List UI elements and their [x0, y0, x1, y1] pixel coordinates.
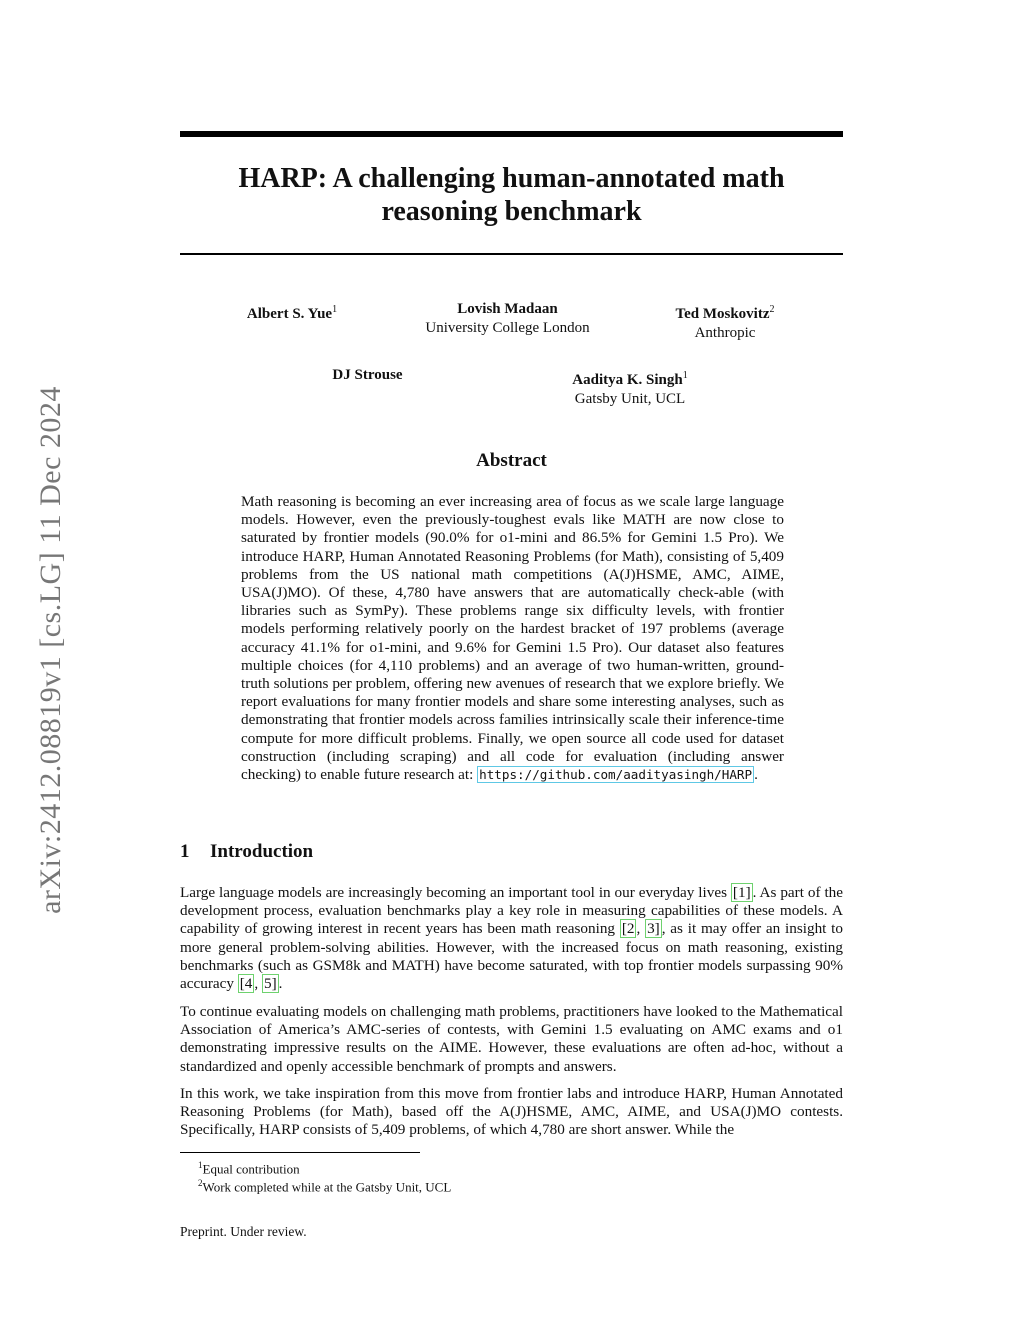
- abstract-end: .: [754, 766, 758, 784]
- abstract-heading: Abstract: [476, 450, 547, 471]
- citation-separator: ,: [254, 975, 262, 993]
- citation-link[interactable]: 3]: [647, 920, 660, 938]
- title-bottom-rule: [180, 253, 843, 255]
- author-block: [400, 300, 615, 338]
- author-block: [650, 300, 800, 343]
- footnote-text: Equal contribution: [202, 1161, 300, 1177]
- author-sup: 1: [332, 304, 338, 315]
- author-block: [310, 366, 425, 385]
- footnote-mark: 1: [198, 1160, 203, 1170]
- citation-link[interactable]: [2: [621, 920, 635, 938]
- abstract-body: [241, 493, 784, 784]
- preprint-notice: Preprint. Under review.: [180, 1224, 307, 1239]
- citation-separator: ,: [636, 920, 646, 938]
- paper-title: [180, 162, 843, 228]
- title-top-rule: [180, 131, 843, 137]
- arxiv-id-text: arXiv:2412.08819v1 [cs.LG] 11 Dec 2024: [34, 386, 67, 914]
- author-name: Aaditya K. Singh: [572, 372, 683, 388]
- section-title: Introduction: [210, 841, 314, 862]
- author-affiliation: Gatsby Unit, UCL: [574, 391, 686, 407]
- section-number: 1: [180, 841, 190, 862]
- title-line-2: reasoning benchmark: [381, 196, 642, 227]
- intro-paragraph-1: [180, 884, 843, 993]
- footnote-rule: [180, 1152, 420, 1153]
- author-name: Lovish Madaan: [457, 301, 558, 317]
- citation-link[interactable]: [1]: [732, 884, 751, 901]
- repo-link[interactable]: https://github.com/aadityasingh/HARP: [479, 767, 753, 783]
- author-block: [232, 300, 352, 324]
- paragraph-text: .: [278, 975, 283, 993]
- citation-link[interactable]: [4: [239, 975, 253, 993]
- paragraph-text: . As part of the development process, evaluation benchmarks play a key role in measuring capabilities of these models. A capability of growing interest in recent years has been math reasoning: [180, 884, 843, 938]
- footnote-mark: 2: [198, 1178, 203, 1188]
- author-name: Albert S. Yue: [246, 306, 333, 322]
- citation-link[interactable]: 5]: [264, 975, 277, 993]
- arxiv-side-identifier: [31, 350, 71, 950]
- footnote-text: Work completed while at the Gatsby Unit, UCL: [202, 1179, 452, 1195]
- author-affiliation: Anthropic: [694, 325, 756, 341]
- author-block: [555, 366, 705, 409]
- abstract-text: Math reasoning is becoming an ever increasing area of focus as we scale large language models. However, even the previously-toughest evals like MATH are now close to saturated by frontier models (90.0% for o1-mini and 86.5% for Gemini 1.5 Pro). We introduce HARP, Human Annotated Reasoning Problems (for Math), consisting of 5,409 problems from the US national math competitions (A(J)HSME, AMC, AIME, USA(J)MO). Of these, 4,780 have answers that are automatically check-able (with libraries such as SymPy). These problems range six difficulty levels, with frontier models performing relatively poorly on the hardest bracket of 197 problems (average accuracy 41.1% for o1-mini, and 9.6% for Gemini 1.5 Pro). Our dataset also features multiple choices (for 4,110 problems) and an average of two human-written, ground-truth solutions per problem, offering new avenues of research that we explore briefly. We report evaluations for many frontier models and share some interesting analyses, such as demonstrating that frontier models across families intrinsically scale their inference-time compute for more difficult problems. Finally, we open source all code used for dataset construction (including scraping) and all code for evaluation (including answer checking) to enable future research at:: [241, 493, 784, 784]
- intro-paragraph-3: In this work, we take inspiration from this move from frontier labs and introduce HARP, Human Annotated Reasoning Problems (for Math), based off the A(J)HSME, AMC, AIME, and USA(J)MO contests. Specifically, HARP consists of 5,409 problems, of which 4,780 are short answer. While the: [180, 1085, 843, 1139]
- author-sup: 1: [682, 370, 688, 381]
- author-name: Ted Moskovitz: [675, 306, 770, 322]
- intro-paragraph-2: To continue evaluating models on challenging math problems, practitioners have looked to the Mathematical Association of America’s AMC-series of contests, with Gemini 1.5 evaluating on AMC exams and o1 demonstrating impressive results on the AIME. However, these evaluations are often ad-hoc, without a standardized and openly accessible benchmark of prompts and answers.: [180, 1003, 843, 1075]
- section-heading: [180, 841, 313, 863]
- title-line-1: HARP: A challenging human-annotated math: [238, 163, 785, 194]
- paragraph-text: , as it may offer an insight to more general problem-solving abilities. However, with the increased focus on math reasoning, existing benchmarks (such as GSM8k and MATH) have become saturated, with top frontier models surpassing 90% accuracy: [180, 920, 844, 993]
- author-affiliation: University College London: [425, 320, 590, 336]
- footnote: [198, 1175, 451, 1195]
- author-sup: 2: [769, 304, 775, 315]
- author-name: DJ Strouse: [332, 367, 403, 383]
- paragraph-text: Large language models are increasingly becoming an important tool in our everyday lives: [180, 884, 731, 901]
